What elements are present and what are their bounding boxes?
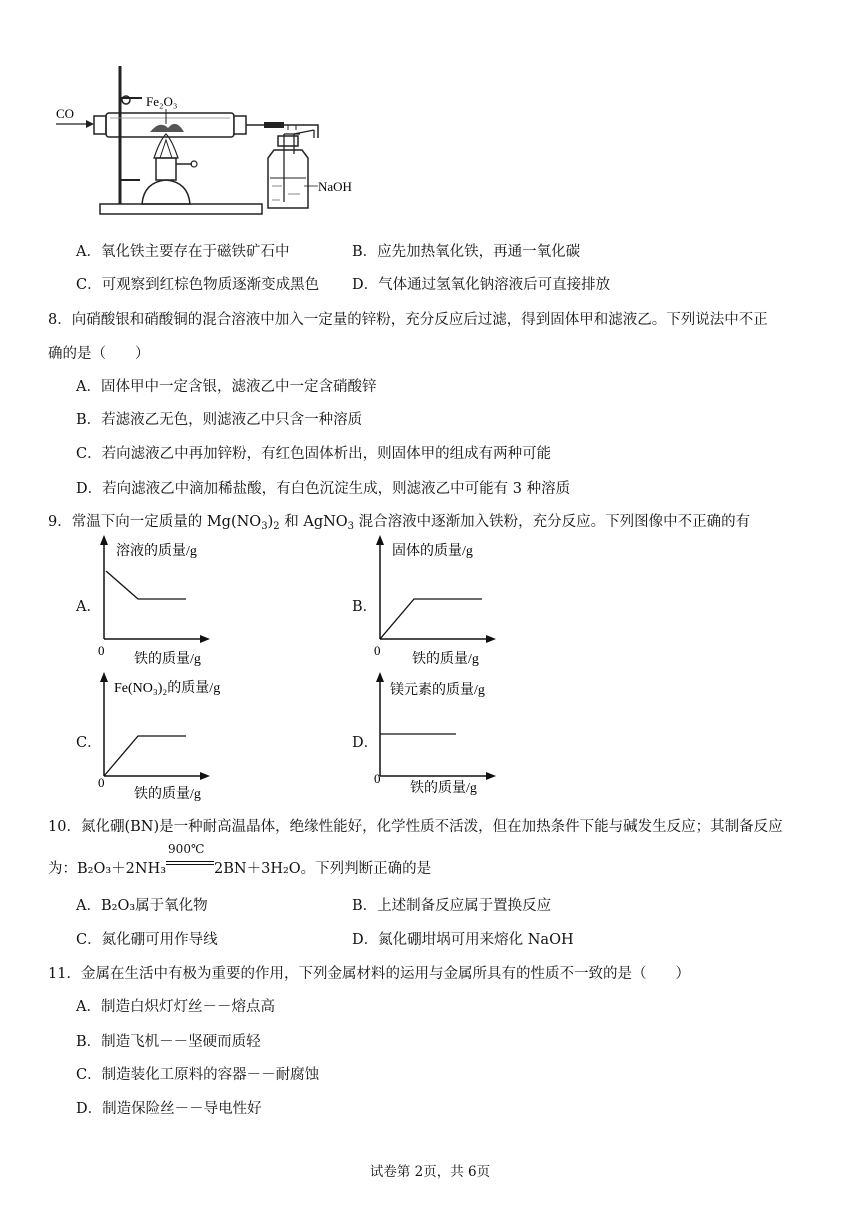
q10-equation-left: 为：B₂O₃＋2NH₃ [48,861,167,877]
q9-graph-d-xlabel: 铁的质量/g [410,781,477,796]
q8-stem-line2: 确的是（ ） [48,346,150,362]
q9-graph-d-origin: 0 [374,771,381,786]
q9-graph-d-ylabel: 镁元素的质量/g [390,683,485,698]
q9-graph-c-xlabel: 铁的质量/g [134,787,201,802]
co-label: CO [56,106,75,121]
q9-graph-d-label: D． [352,735,379,751]
q7-option-a: A．氧化铁主要存在于磁铁矿石中 [76,244,290,260]
q10-option-b: B．上述制备反应属于置换反应 [352,898,552,914]
naoh-label: NaOH [318,179,352,194]
q10-option-d: D．氮化硼坩埚可用来熔化 NaOH [352,932,574,948]
q8-option-d: D．若向滤液乙中滴加稀盐酸，有白色沉淀生成，则滤液乙中可能有 3 种溶质 [76,481,571,497]
q9-graph-b-ylabel: 固体的质量/g [392,544,473,559]
q11-option-b: B．制造飞机－－坚硬而质轻 [76,1034,261,1050]
q9-graph-b-origin: 0 [374,643,381,658]
fe2o3-label: Fe₂O₃ [146,94,178,109]
q10-stem-line1: 10．氮化硼(BN)是一种耐高温晶体，绝缘性能好，化学性质不活泼，但在加热条件下能与碱发生反应；其制备反应 [48,819,783,835]
q9-graph-b-curve [380,599,482,639]
q9-graph-a-xlabel: 铁的质量/g [134,652,201,667]
q9-graph-a-origin: 0 [98,643,105,658]
q7-option-d: D．气体通过氢氧化钠溶液后可直接排放 [352,277,611,293]
q11-option-c: C．制造装化工原料的容器－－耐腐蚀 [76,1067,320,1083]
q9-graph-b-label: B． [352,599,378,615]
q11-option-a: A．制造白炽灯灯丝－－熔点高 [76,999,275,1015]
q10-condition: 900℃ [168,842,205,856]
q9-graph-b [370,535,510,670]
q11-stem: 11．金属在生活中有极为重要的作用，下列金属材料的运用与金属所具有的性质不一致的是（ ） [48,966,690,982]
q8-option-a: A．固体甲中一定含银，滤液乙中一定含硝酸锌 [76,379,377,395]
q9-graph-c-ylabel: Fe(NO₃)₂的质量/g [114,681,221,696]
q10-option-c: C．氮化硼可用作导线 [76,932,218,948]
q9-graph-c-curve [104,736,186,776]
q8-option-c: C．若向滤液乙中再加锌粉，有红色固体析出，则固体甲的组成有两种可能 [76,446,552,462]
q7-option-c: C．可观察到红棕色物质逐渐变成黑色 [76,277,320,293]
q9-graph-c-label: C． [76,735,102,751]
q9-stem: 9．常温下向一定质量的 $Mg(NO_3)_2$ 和 AgNO$_3$ 混合溶液中逐渐加入铁粉，充分反应。下列图像中不正确的有 [48,514,751,532]
q9-graph-c [94,672,264,807]
q7-option-b: B．应先加热氧化铁，再通一氧化碳 [352,244,581,260]
page-footer: 试卷第 2页，共 6页 [369,1164,491,1180]
q11-option-d: D．制造保险丝－－导电性好 [76,1101,262,1117]
q10-equation [48,842,432,878]
q9-graph-a-ylabel: 溶液的质量/g [116,544,197,559]
co-reduction-apparatus-figure [50,58,370,220]
q9-graph-c-origin: 0 [98,775,105,790]
q9-graph-a [94,535,224,670]
q10-equation-right: 2BN＋3H₂O。下列判断正确的是 [214,861,432,877]
q8-option-b: B．若滤液乙无色，则滤液乙中只含一种溶质 [76,412,363,428]
q9-graph-a-label: A． [76,599,101,615]
q10-option-a: A．B₂O₃属于氧化物 [76,898,208,914]
q8-stem-line1: 8．向硝酸银和硝酸铜的混合溶液中加入一定量的锌粉，充分反应后过滤，得到固体甲和滤液乙。下列说法中不正 [48,312,768,328]
q9-graph-b-xlabel: 铁的质量/g [412,652,479,667]
q9-graph-a-curve [106,571,186,599]
q9-graph-d [370,672,510,807]
